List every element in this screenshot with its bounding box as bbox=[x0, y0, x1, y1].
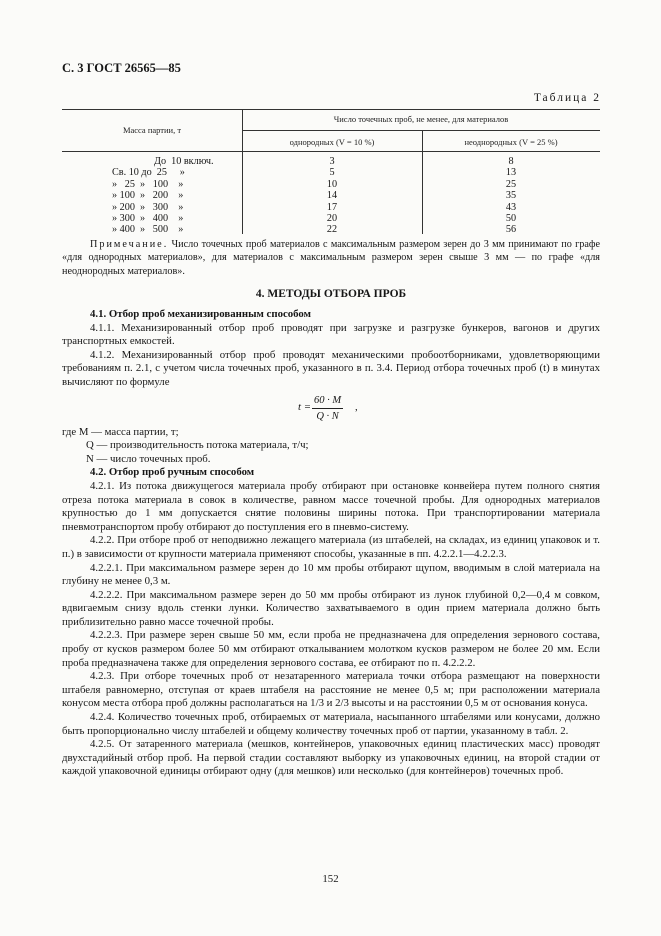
formula-fraction bbox=[312, 394, 343, 424]
section-title: 4. МЕТОДЫ ОТБОРА ПРОБ bbox=[255, 288, 407, 300]
heterogeneous-values bbox=[422, 156, 600, 236]
variable-definition: где M — масса партии, т; bbox=[62, 425, 179, 438]
formula bbox=[62, 390, 600, 426]
table-cell: 14 bbox=[326, 190, 338, 202]
variable-definition: N — число точечных проб. bbox=[86, 452, 211, 465]
table-row: Св. 10 до 25 » bbox=[112, 167, 185, 179]
page-header: С. 3 ГОСТ 26565—85 bbox=[62, 61, 181, 75]
formula-lhs: t = bbox=[298, 400, 311, 413]
subsection-heading: 4.2. Отбор проб ручным способом bbox=[90, 466, 255, 479]
sample-count-table bbox=[62, 109, 600, 234]
paragraph: 4.1.2. Механизированный отбор проб проводят механическими пробоотборниками, удовлетворяющими требованиям п. 2.1, с учетом числа точечных проб, указанного в п. 3.4. Период отбора точечных проб (t) в минутах вычисляют по формуле bbox=[62, 348, 600, 388]
page-number: 152 bbox=[322, 873, 339, 885]
table-cell: 13 bbox=[505, 167, 517, 179]
paragraph: 4.2.4. Количество точечных проб, отбираемых от материала, насыпанного штабелями или конусами, должно быть пропорционально числу штабелей и общему количеству точечных проб от партии, указанному в табл. 2. bbox=[62, 711, 600, 737]
homogeneous-values bbox=[242, 156, 422, 236]
table-cell: 17 bbox=[326, 201, 338, 213]
mass-column-header: Масса партии, т bbox=[122, 125, 182, 135]
paragraph: 4.2.3. При отборе точечных проб от незатаренного материала точки отбора размещают на поверхности штабеля равномерно, отступая от краев штабеля на расстояние не менее 0,5 м; при расположении материала конусом места отбора проб должны располагаться на 1/3 и 2/3 высоты и на расстоянии 0,5 м от основания конуса. bbox=[62, 670, 600, 710]
table-caption: Таблица 2 bbox=[533, 92, 601, 104]
table-cell: 35 bbox=[505, 190, 517, 202]
formula-denominator: Q · N bbox=[316, 411, 339, 423]
table-cell: 3 bbox=[329, 156, 335, 167]
paragraph: 4.2.2. При отборе проб от неподвижно лежащего материала (из штабелей, на складах, из единиц упаковок и т. п.) в зависимости от крупности материала применяют способы, указанные в пп. 4.2.2.1—4.2.2.3. bbox=[62, 534, 600, 560]
table-cell: 43 bbox=[505, 201, 517, 213]
table-note bbox=[62, 238, 600, 278]
paragraph: 4.2.1. Из потока движущегося материала пробу отбирают при остановке конвейера путем полного снятия отреза потока материала в совок в количестве, равном массе точечной пробы. Для однородных материалов крупностью до 1 мм допускается снятие половины ширины потока. При транспортировании материала пневмотранспортом пробу отбирают до поступления его в пневмо-систему. bbox=[62, 479, 600, 533]
table-cell: 25 bbox=[505, 178, 517, 190]
body-text bbox=[62, 308, 600, 779]
table-cell: 10 bbox=[326, 178, 338, 190]
table-cell: 56 bbox=[505, 224, 517, 236]
paragraph: 4.2.2.2. При максимальном размере зерен до 50 мм пробы отбирают из лунок глубиной 0,2—0,4 м совком, вдвигаемым снизу вдоль стенки лунки. Количество захватываемого в один прием материала должно быть приблизительно равно массе точечной пробы. bbox=[62, 588, 600, 628]
formula-numerator: 60 · M bbox=[312, 394, 343, 410]
table-row: До 10 включ. bbox=[154, 156, 214, 167]
table-row: » 25 » 100 » bbox=[112, 178, 184, 190]
paragraph: 4.2.5. От затаренного материала (мешков, контейнеров, упаковочных единиц пластических масс) проводят двухстадийный отбор проб. На первой стадии составляют выборку из упаковочных единиц, на второй стадии от каждой упаковочной единицы отбирают одну (для мешков) или несколько (для контейнеров) точечных проб. bbox=[62, 738, 600, 778]
table-cell: 5 bbox=[329, 167, 335, 179]
table-cell: 22 bbox=[326, 224, 338, 236]
table-row: » 100 » 200 » bbox=[112, 190, 184, 202]
formula-tail: , bbox=[355, 400, 358, 413]
table-cell: 50 bbox=[505, 212, 517, 224]
table-cell: 20 bbox=[326, 212, 338, 224]
heterogeneous-column-header: неоднородных (V = 25 %) bbox=[464, 137, 558, 147]
group-column-header: Число точечных проб, не менее, для материалов bbox=[333, 114, 509, 124]
table-cell: 8 bbox=[508, 156, 514, 167]
homogeneous-column-header: однородных (V = 10 %) bbox=[289, 137, 375, 147]
table-row: » 400 » 500 » bbox=[112, 224, 184, 236]
note-text: Число точечных проб материалов с максимальным размером зерен до 3 мм принимают по графе «для однородных материалов», для материалов с максимальным размером зерен свыше 3 мм — по графе «для неоднородных материалов». bbox=[62, 239, 600, 277]
paragraph: 4.2.2.1. При максимальном размере зерен до 10 мм пробы отбирают щупом, вводимым в слой материала на глубину не менее 0,3 м. bbox=[62, 561, 600, 588]
variable-definition: Q — производительность потока материала, т/ч; bbox=[86, 439, 309, 452]
table-row: » 300 » 400 » bbox=[112, 212, 184, 224]
paragraph: 4.1.1. Механизированный отбор проб проводят при загрузке и разгрузке бункеров, вагонов и других транспортных емкостей. bbox=[62, 321, 600, 348]
paragraph: 4.2.2.3. При размере зерен свыше 50 мм, если проба не предназначена для определения зернового состава, пробу от кусков размером более 50 мм отбирают откалыванием молотком кусков размером не более 20 мм. Если проба предназначена также для определения зернового состава, ее отбирают по п. 4.2.2.2. bbox=[62, 629, 600, 669]
subsection-heading: 4.1. Отбор проб механизированным способом bbox=[90, 308, 311, 320]
note-label: Примечание. bbox=[90, 239, 169, 250]
table-row: » 200 » 300 » bbox=[112, 201, 184, 213]
